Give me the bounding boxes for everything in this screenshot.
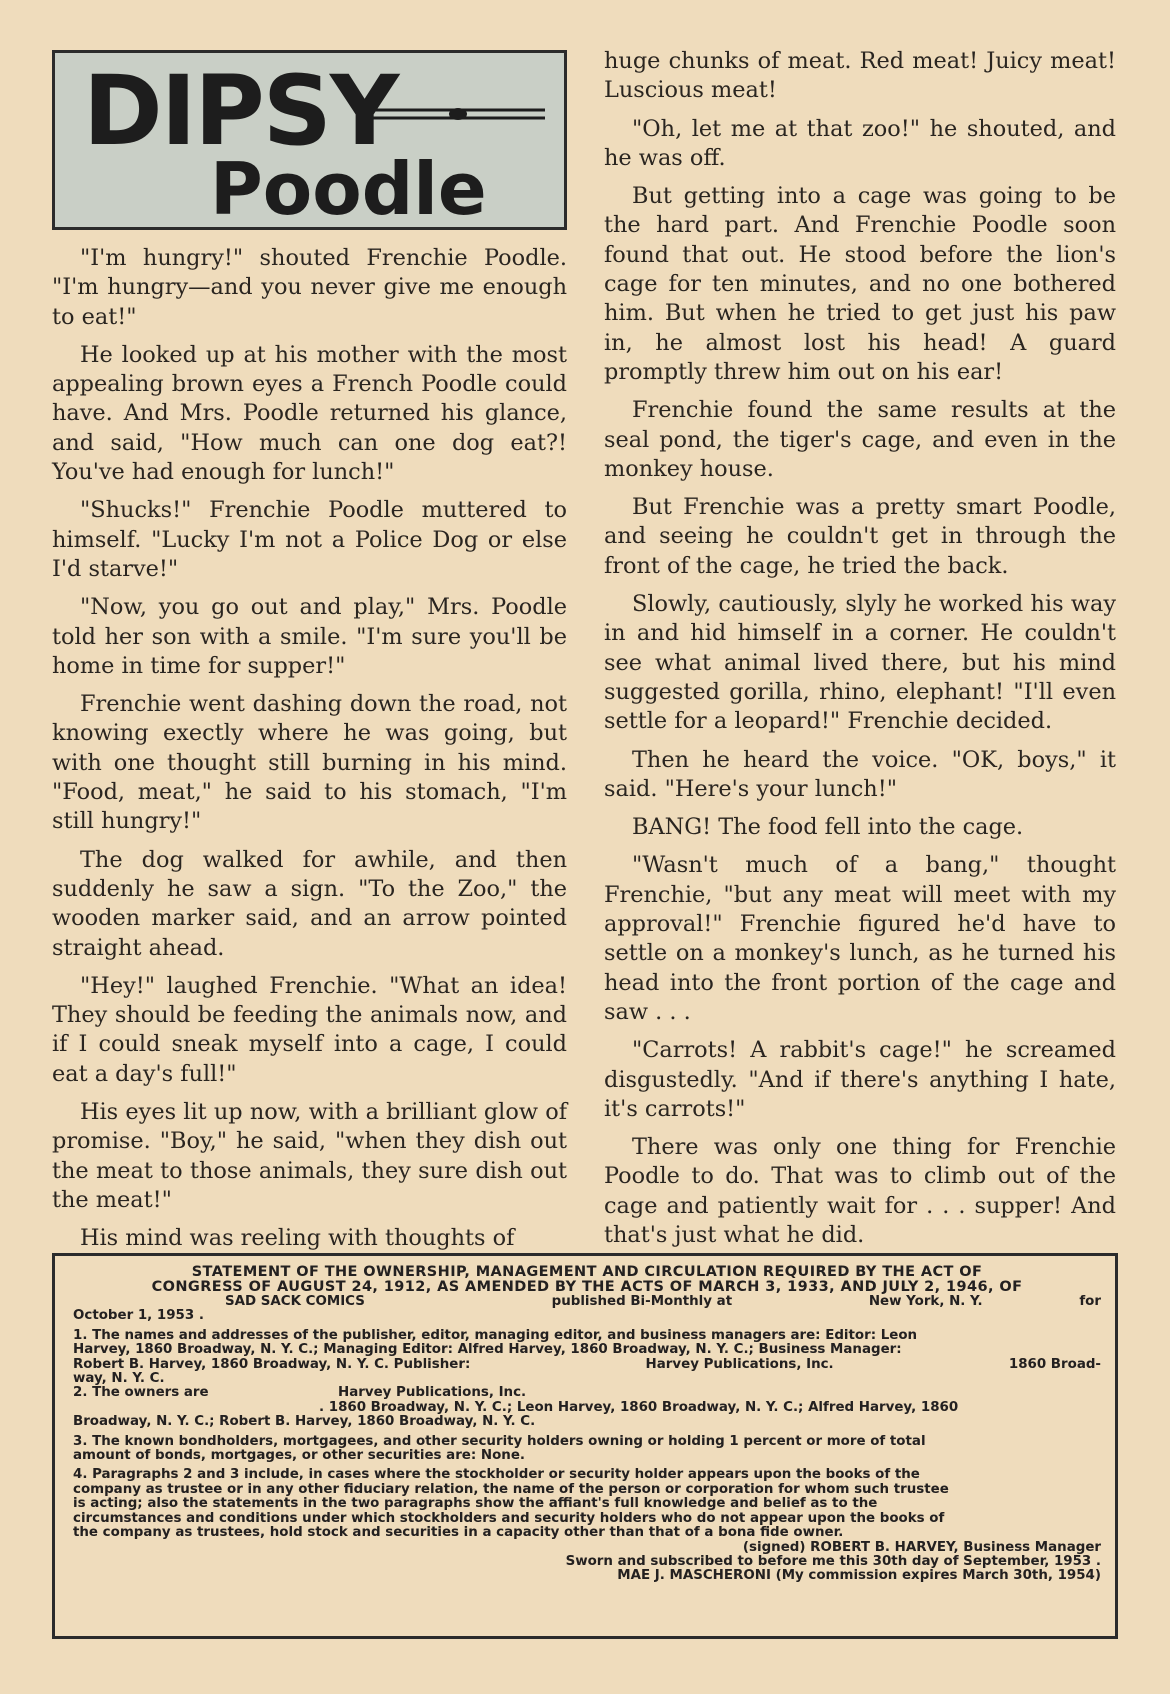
owner-name: Harvey Publications, Inc.	[338, 1385, 527, 1401]
statement-item: 1. The names and addresses of the publisher, editor, managing editor, and business managers are: Editor: Leon	[73, 1327, 918, 1343]
statement-date: October 1, 1953 .	[73, 1308, 204, 1324]
paragraph: "Oh, let me at that zoo!" he shouted, and he was off.	[604, 115, 1116, 171]
paragraph-continued: huge chunks of meat. Red meat! Juicy meat! Luscious meat!	[604, 48, 1116, 104]
paragraph: "Wasn't much of a bang," thought Frenchie, "but any meat will meet with my approval!" Frenchie figured he'd have to settle on a monkey's lunch, as he turned his head into the front portion of the cage and saw . . .	[604, 852, 1116, 1025]
statement-item: the company as trustees, hold stock and securities in a capacity other than that of a bona fide owner.	[73, 1525, 844, 1541]
statement-publication-row	[73, 1295, 1101, 1309]
statement-publisher-row	[73, 1358, 1101, 1372]
statement-item: way, N. Y. C.	[73, 1371, 165, 1387]
paragraph: BANG! The food fell into the cage.	[632, 814, 1024, 841]
paragraph: Frenchie went dashing down the road, not knowing exectly where he was going, but with one thought still burning in his mind. "Food, meat," he said to his stomach, "I'm still hungry!"	[52, 691, 567, 835]
title-rule-ornament	[370, 101, 545, 127]
statement-item: company as trustee or in any other fiduciary relation, the name of the person or corporation for whom such trustee	[73, 1481, 949, 1497]
right-text-column	[604, 47, 1116, 1259]
statement-item: Robert B. Harvey, 1860 Broadway, N. Y. C. Publisher:	[73, 1356, 471, 1372]
story-title-panel	[52, 50, 567, 230]
paragraph: "Hey!" laughed Frenchie. "What an idea! They should be feeding the animals now, and if I could sneak myself into a cage, I could eat a day's full!"	[52, 972, 567, 1087]
statement-item: . 1860 Broadway, N. Y. C.; Leon Harvey, 1860 Broadway, N. Y. C.; Alfred Harvey, 1860	[319, 1399, 959, 1415]
paragraph: His mind was reeling with thoughts of	[80, 1225, 515, 1252]
paragraph: But Frenchie was a pretty smart Poodle, and seeing he couldn't get in through the front of the cage, he tried the back.	[604, 494, 1116, 579]
paragraph: Then he heard the voice. "OK, boys," it said. "Here's your lunch!"	[604, 746, 1116, 802]
paragraph: The dog walked for awhile, and then suddenly he saw a sign. "To the Zoo," the wooden marker said, and an arrow pointed straight ahead.	[52, 846, 567, 961]
sworn-line: Sworn and subscribed to before me this 30th day of September, 1953 .	[565, 1553, 1101, 1569]
left-text-column	[52, 244, 567, 1263]
title-poodle: Poodle	[210, 147, 487, 231]
statement-item: 3. The known bondholders, mortgagees, and other security holders owning or holding 1 percent or more of total	[73, 1433, 926, 1449]
paragraph: But getting into a cage was going to be the hard part. And Frenchie Poodle soon found that out. He stood before the lion's cage for ten minutes, and no one bothered him. But when he tried to get just his paw in, he almost lost his head! A guard promptly threw him out on his ear!	[604, 183, 1116, 385]
paragraph: "Now, you go out and play," Mrs. Poodle told her son with a smile. "I'm sure you'll be home in time for supper!"	[52, 594, 567, 679]
statement-header: STATEMENT OF THE OWNERSHIP, MANAGEMENT AND CIRCULATION REQUIRED BY THE ACT OF	[191, 1264, 983, 1280]
paragraph: Slowly, cautiously, slyly he worked his way in and hid himself in a corner. He couldn't see what animal lived there, but his mind suggested gorilla, rhino, elephant! "I'll even settle for a leopard!" Frenchie decided.	[604, 591, 1116, 735]
statement-item: amount of bonds, mortgages, or other securities are: None.	[73, 1448, 526, 1464]
paragraph: Frenchie found the same results at the seal pond, the tiger's cage, and even in the monkey house.	[604, 397, 1116, 482]
publisher-name: Harvey Publications, Inc.	[645, 1356, 834, 1372]
paragraph: "I'm hungry!" shouted Frenchie Poodle. "I'm hungry—and you never give me enough to eat!"	[52, 245, 567, 330]
statement-item: Harvey, 1860 Broadway, N. Y. C.; Managing Editor: Alfred Harvey, 1860 Broadway, N. Y. C.; Business Manager:	[73, 1342, 902, 1358]
statement-item: 2. The owners are	[73, 1385, 209, 1401]
signature-line: (signed) ROBERT B. HARVEY, Business Manager	[742, 1539, 1101, 1555]
publication-frequency: published Bi-Monthly at	[551, 1294, 733, 1309]
statement-item: Broadway, N. Y. C.; Robert B. Harvey, 1860 Broadway, N. Y. C.	[73, 1414, 536, 1430]
statement-owners-row	[73, 1386, 1101, 1400]
statement-item: circumstances and conditions under which stockholders and security holders who do not appear upon the books of	[73, 1510, 945, 1526]
notary-line: MAE J. MASCHERONI (My commission expires March 30th, 1954)	[617, 1568, 1101, 1584]
ownership-statement-box	[52, 1253, 1118, 1639]
paragraph: There was only one thing for Frenchie Poodle to do. That was to climb out of the cage and patiently wait for . . . supper! And that's just what he did.	[604, 1134, 1116, 1248]
title-dipsy: DIPSY	[83, 55, 398, 167]
statement-item: is acting; also the statements in the two paragraphs show the affiant's full knowledge and belief as to the	[73, 1496, 878, 1512]
paragraph: "Carrots! A rabbit's cage!" he screamed disgustedly. "And if there's anything I hate, it's carrots!"	[604, 1037, 1116, 1122]
publication-title: SAD SACK COMICS	[225, 1294, 365, 1309]
statement-header: CONGRESS OF AUGUST 24, 1912, AS AMENDED BY THE ACTS OF MARCH 3, 1933, AND JULY 2, 1946, OF	[151, 1279, 1023, 1295]
for-label: for	[1079, 1294, 1101, 1309]
publisher-address: 1860 Broad-	[1008, 1356, 1101, 1372]
statement-item: 4. Paragraphs 2 and 3 include, in cases where the stockholder or security holder appears upon the books of the	[73, 1467, 920, 1483]
paragraph: "Shucks!" Frenchie Poodle muttered to himself. "Lucky I'm not a Police Dog or else I'd starve!"	[52, 497, 567, 582]
paragraph: He looked up at his mother with the most appealing brown eyes a French Poodle could have. And Mrs. Poodle returned his glance, and said, "How much can one dog eat?! You've had enough for lunch!"	[52, 341, 567, 486]
paragraph: His eyes lit up now, with a brilliant glow of promise. "Boy," he said, "when they dish out the meat to those animals, they sure dish out the meat!"	[52, 1099, 567, 1213]
publication-place: New York, N. Y.	[868, 1294, 983, 1309]
